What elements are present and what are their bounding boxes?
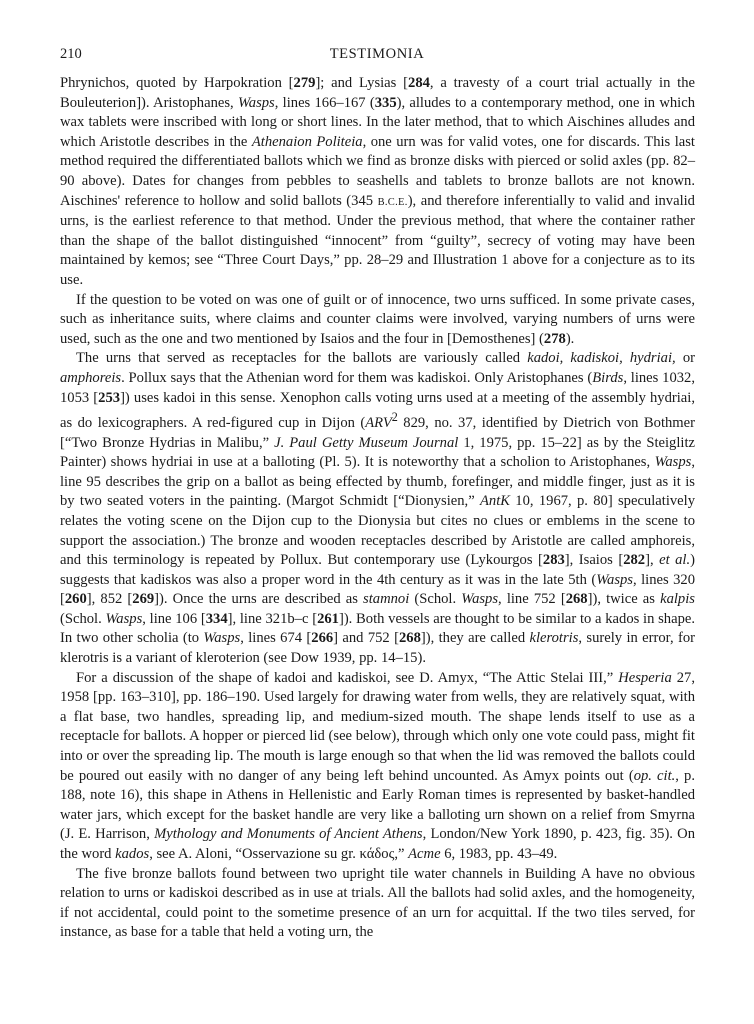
text-run: The five bronze ballots found between two upright tile water channels in Building A have no obvious relation to urns or kadiskoi described as in use at trials. All the ballots had solid axles, and the homogeneity, if not accidental, could point to the sometime presence of an urn for acquittal. If the two tiles served, for instance, as base for a table that held a voting urn, the (60, 865, 695, 941)
testimonium-ref: 260 (64, 591, 87, 608)
text-run: 829, no. 37, identified by Dietrich von Bothmer [“Two Bronze Hydrias in Malibu,” (60, 414, 695, 451)
text-run: , lines 674 [ (240, 630, 312, 647)
testimonium-ref: 278 (543, 330, 566, 347)
testimonium-ref: 261 (317, 610, 339, 627)
italic-text: klerotris (529, 630, 579, 647)
italic-text: kadoi, kadiskoi, hydriai, (527, 350, 676, 367)
text-run: ]), twice as (587, 591, 661, 608)
italic-text: Mythology and Monuments of Ancient Athens (154, 826, 423, 843)
text-run: ]; and Lysias [ (315, 75, 409, 91)
text-run: ], 852 [ (86, 591, 133, 608)
text-run: , a travesty of a court trial actually in the Bouleuterion]). Aristophanes, (60, 75, 695, 111)
text-run: (Schol. (409, 591, 462, 608)
testimonium-ref: 269 (132, 591, 155, 608)
text-run: (Schol. (60, 610, 106, 627)
italic-text: et al. (659, 552, 691, 569)
paragraph-3 (60, 349, 695, 668)
text-run: B.C.E. (377, 196, 408, 208)
italic-text: kados (115, 846, 150, 863)
testimonium-ref: 284 (408, 75, 430, 91)
italic-text: Wasps (203, 630, 241, 647)
italic-text: Athenaion Politeia (251, 133, 363, 150)
text-run: , line 752 [ (498, 591, 566, 608)
italic-text: Wasps (237, 94, 275, 111)
testimonium-ref: 282 (623, 552, 646, 569)
testimonium-ref: 268 (398, 630, 421, 647)
text-run: 27, 1958 [pp. 163–310], pp. 186–190. Used largely for drawing water from wells, they are relatively squat, with a flat base, two handles, spreading lip, and medium-sized mouth. The shape lends itself to use as a receptacle for ballots. A hopper or pierced lid (see below), through which only one vote could pass, might fit into or over the spreading lip. The mouth is large enough so that when the lid was removed the ballots could be poured out easily with no danger of any being left behind uncounted. As Amyx points out ( (60, 669, 695, 784)
text-run: ). (565, 330, 575, 347)
paragraph-5 (60, 865, 695, 943)
italic-text: Wasps (654, 454, 692, 471)
text-run: For a discussion of the shape of kadoi and kadiskoi, see D. Amyx, “The Attic Stelai III,” (76, 669, 619, 686)
italic-text: Wasps (461, 591, 499, 608)
testimonium-ref: 334 (205, 610, 228, 627)
body-text (60, 74, 695, 943)
text-run: 6, 1983, pp. 43–49. (440, 846, 558, 863)
paragraph-1 (60, 74, 695, 291)
text-run: The urns that served as receptacles for the ballots are variously called (76, 350, 528, 367)
page-number: 210 (60, 46, 82, 62)
italic-text: Wasps (105, 610, 143, 627)
text-run: , p. 188, note 16), this shape in Athens in Hellenistic and Early Roman times is represented by basket-handled water jars, which except for the basket handle are very like a balloting urn shown on a relief from Smyrna (J. E. Harrison, (60, 767, 695, 843)
italic-text: op. cit. (633, 767, 676, 784)
testimonium-ref: 283 (542, 552, 565, 569)
text-run: , lines 166–167 ( (274, 94, 375, 111)
text-run: , line 106 [ (142, 610, 206, 627)
text-run: ]), they are called (420, 630, 530, 647)
italic-text: amphoreis (60, 369, 122, 386)
testimonium-ref: 335 (374, 94, 397, 111)
italic-text: Wasps (596, 571, 633, 588)
text-run: 10, 1967, p. 80] speculatively relates the voting scene on the Dijon cup to the Dionysia but cites no clues or emblems in the scene to support the association.) The bronze and wooden receptacles described by Aristotle are called amphoreis, and this terminology is repeated by Pollux. But contemporary use (Lykourgos [ (60, 493, 696, 569)
testimonium-ref: 268 (565, 591, 588, 608)
italic-text: Birds (592, 369, 624, 386)
text-run: ) suggests that kadiskos was also a proper word in the 4th century as it was in the late 5th ( (60, 552, 695, 588)
paragraph-4 (60, 669, 695, 865)
text-run: ]). Both vessels are thought to be similar to a kados in shape. In two other scholia (to (60, 610, 695, 647)
text-run: , see A. Aloni, “Osservazione su gr. κάδος,” (149, 846, 409, 863)
text-run: or (675, 350, 695, 367)
text-run: . Pollux says that the Athenian word for them was kadiskoi. Only Aristophanes ( (121, 369, 593, 386)
italic-text: ARV (365, 414, 392, 431)
text-run: , surely in error, for klerotris is a variant of kleroterion (see Dow 1939, pp. 14–15). (60, 630, 695, 667)
text-run: ), alludes to a contemporary method, one in which wax tablets were inscribed with long or short lines. In the later method, that to which Aischines alludes and which Aristotle describes in the (60, 94, 695, 150)
text-run: ]) uses kadoi in this sense. Xenophon calls voting urns used at a meeting of the assembly hydriai, as do lexicographers. A red-figured cup in Dijon ( (60, 389, 695, 431)
italic-text: J. Paul Getty Museum Journal (274, 434, 459, 451)
text-run: ], line 321b–c [ (227, 610, 318, 627)
italic-text: Acme (408, 846, 441, 863)
text-run: 1, 1975, pp. 15–22] as by the Steiglitz Painter) shows hydriai in use at a balloting (Pl. 5). It is noteworthy that a scholion to Aristophanes, (60, 434, 695, 471)
italic-text: kalpis (660, 591, 695, 608)
text-run: ], (645, 552, 660, 569)
paragraph-2 (60, 291, 695, 350)
testimonium-ref: 266 (311, 630, 334, 647)
text-run: ], Isaios [ (564, 552, 624, 569)
running-title: TESTIMONIA (329, 46, 425, 62)
text-run: , lines 1032, 1053 [ (60, 369, 695, 406)
testimonium-ref: 253 (98, 389, 121, 406)
superscript: 2 (391, 410, 398, 425)
italic-text: stamnoi (363, 591, 410, 608)
page-header (60, 44, 694, 64)
text-run: , one urn was for valid votes, one for discards. This last method required the differentiated ballots which we find as bronze disks with pierced or solid axles (pp. 82–90 above). Dates for changes from pebbles to seashells and tablets to bronze ballots are not known. Aischines' reference to hollow and solid ballots (345 (60, 133, 695, 209)
text-run: ]). Once the urns are described as (154, 591, 364, 608)
text-run: , line 95 describes the grip on a ballot as being effected by thumb, forefinger, and middle finger, just as it is by two seated voters in the painting. (Margot Schmidt [“Dionysien,” (60, 454, 695, 510)
testimonium-ref: 279 (293, 75, 316, 91)
text-run: Phrynichos, quoted by Harpokration [ (60, 75, 294, 91)
text-run: ), and therefore inferentially to valid and invalid urns, is the earliest reference to that method. Under the previous method, that where the container rather than the shape of the ballot distinguished “innocent” from “guilty”, secrecy of voting may have been maintained by kemos; see “Three Court Days,” pp. 28–29 and Illustration 1 above for a conjecture as to its use. (60, 192, 695, 288)
text-run: , lines 320 [ (60, 571, 696, 608)
text-run: If the question to be voted on was one of guilt or of innocence, two urns sufficed. In some private cases, such as inheritance suits, where claims and counter claims were involved, varying numbers of urns were used, such as the one and two mentioned by Isaios and the four in [Demosthenes] ( (60, 291, 695, 347)
italic-text: Hesperia (618, 669, 672, 686)
text-run: ] and 752 [ (333, 630, 399, 647)
italic-text: AntK (480, 493, 510, 510)
text-run: , London/New York 1890, p. 423, fig. 35). On the word (60, 826, 695, 863)
